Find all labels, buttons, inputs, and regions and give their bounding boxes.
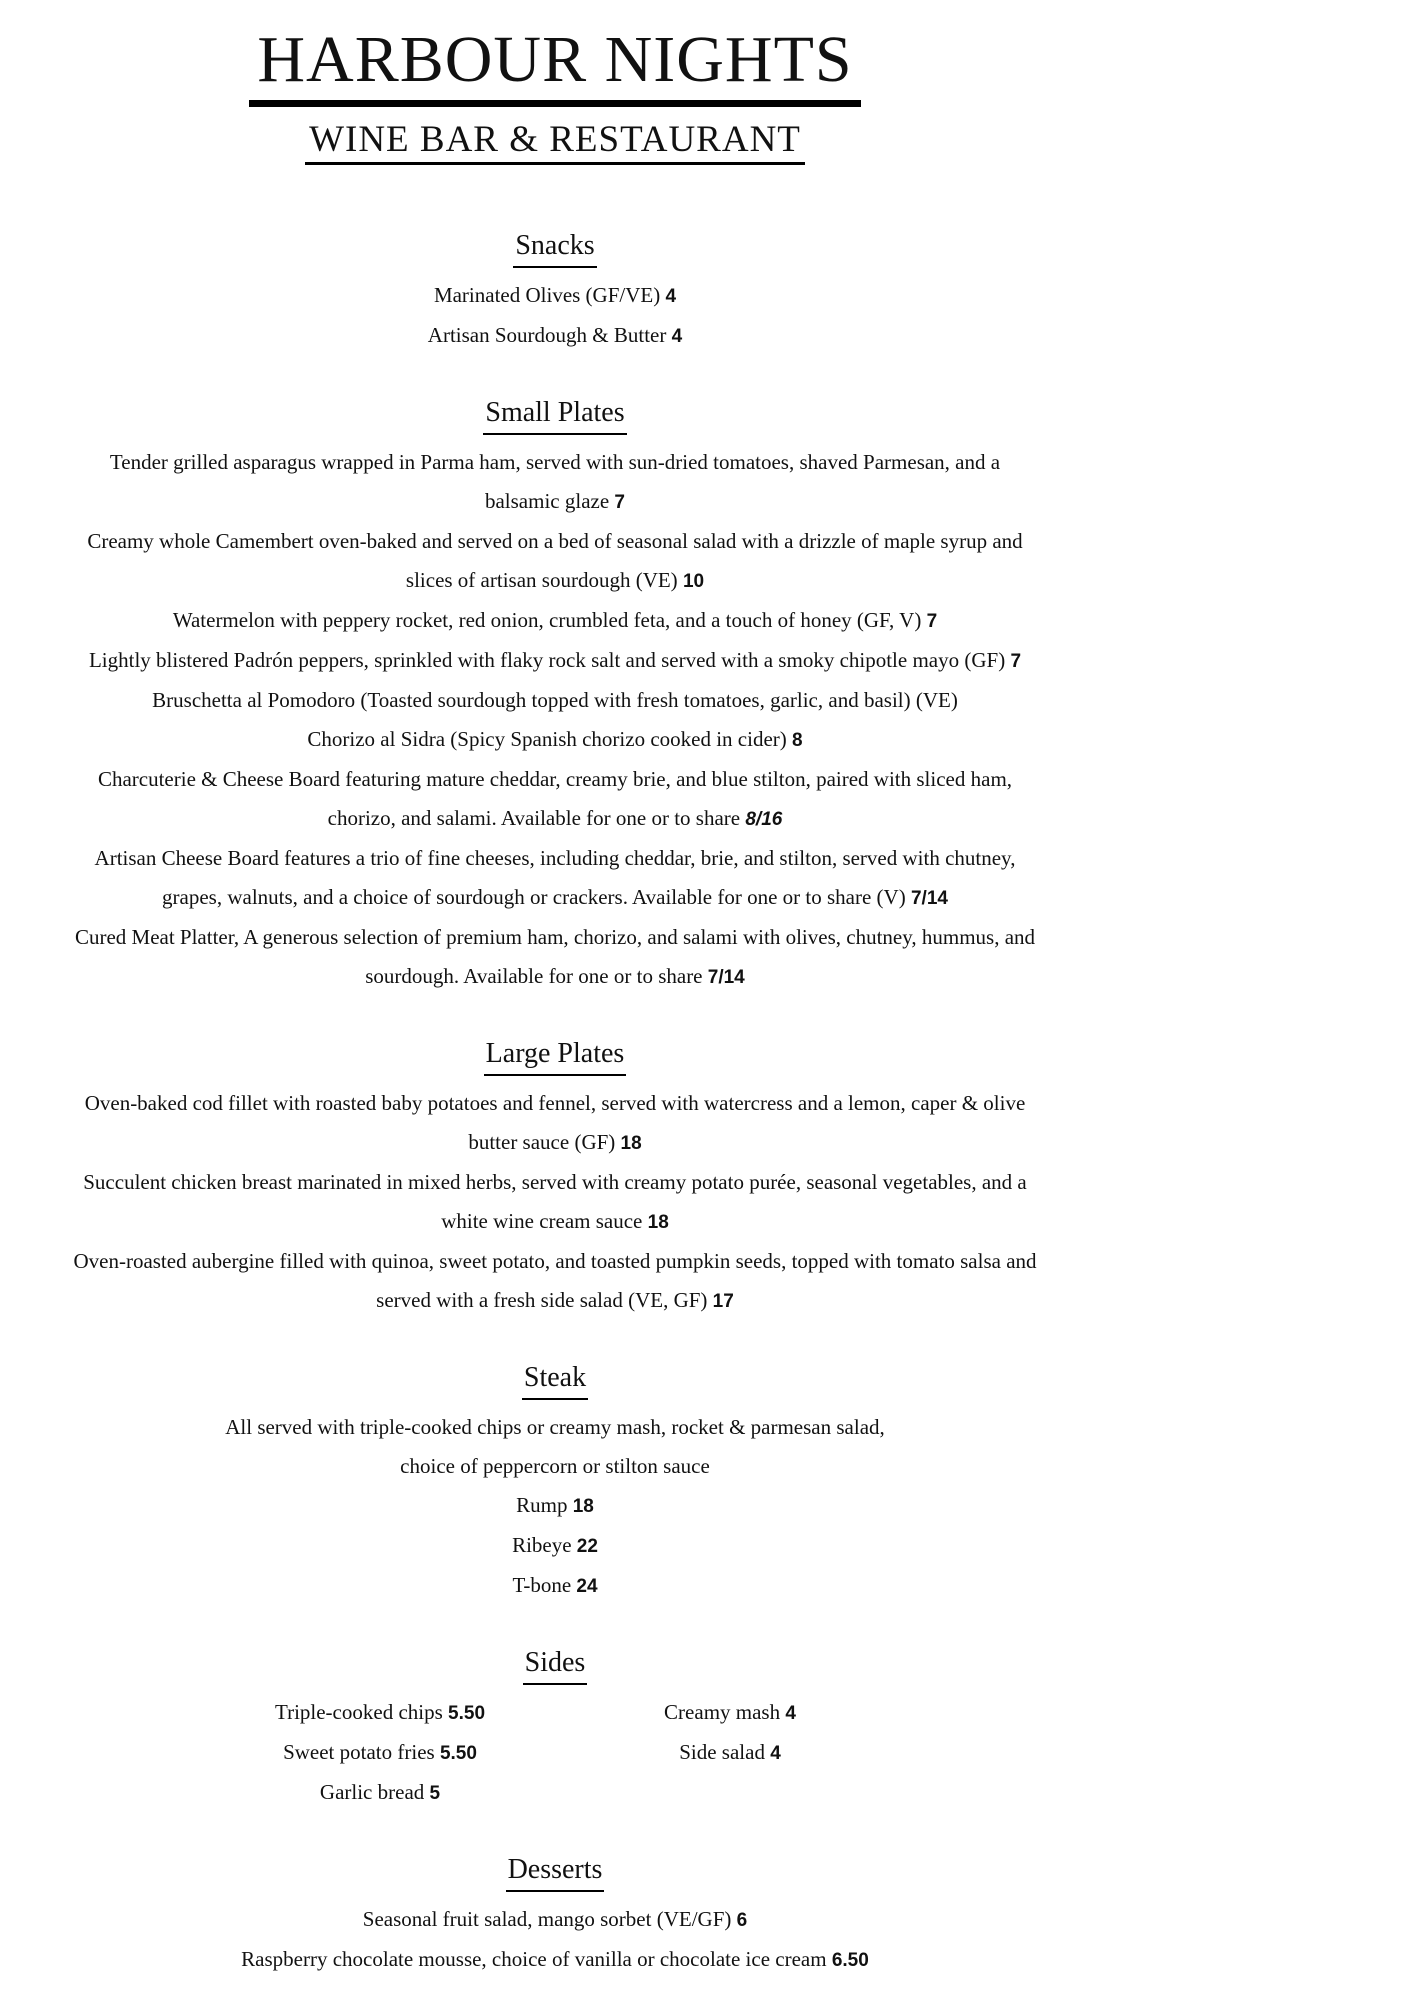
item-name: Charcuterie & Cheese Board featuring mature cheddar, creamy brie, and blue stilton, paired with sliced ham, chorizo, and salami. Available for one or to share <box>97 767 1013 831</box>
menu-item <box>555 1693 905 1733</box>
item-price: 18 <box>572 1496 594 1518</box>
section-heading-text: Sides <box>523 1646 588 1685</box>
restaurant-name-text: HARBOUR NIGHTS <box>249 24 860 107</box>
item-price: 7/14 <box>910 888 948 910</box>
menu-item <box>70 1084 1040 1163</box>
menu-header <box>70 24 1040 165</box>
menu-item <box>70 1526 1040 1566</box>
item-name: Artisan Sourdough & Butter <box>427 323 667 348</box>
restaurant-name <box>70 24 1040 107</box>
item-price: 5.50 <box>439 1743 477 1765</box>
section-small-plates <box>70 396 1040 997</box>
section-large-plates <box>70 1037 1040 1321</box>
item-name: Ribeye <box>512 1533 572 1558</box>
item-price: 7 <box>1010 651 1022 673</box>
item-name: Rump <box>516 1493 568 1518</box>
menu-item <box>205 1733 555 1773</box>
section-heading-text: Large Plates <box>484 1037 627 1076</box>
section-steak <box>70 1361 1040 1606</box>
item-name: Raspberry chocolate mousse, choice of vanilla or chocolate ice cream <box>241 1947 827 1972</box>
item-price: 5.50 <box>448 1703 486 1725</box>
item-name: T-bone <box>512 1573 572 1598</box>
section-heading-sides <box>70 1646 1040 1685</box>
section-desserts <box>70 1853 1040 1980</box>
item-name: Garlic bread <box>319 1780 425 1805</box>
item-price: 7 <box>614 492 625 514</box>
section-heading-snacks <box>70 229 1040 268</box>
item-price: 17 <box>712 1291 734 1313</box>
item-name: Oven-baked cod fillet with roasted baby potatoes and fennel, served with watercress and a lemon, caper & olive butter sauce (GF) <box>84 1091 1026 1155</box>
menu-item <box>70 641 1040 681</box>
menu-item <box>70 681 1040 720</box>
section-note-line: choice of peppercorn or stilton sauce <box>400 1454 710 1479</box>
item-price: 6.50 <box>831 1950 869 1972</box>
menu-item <box>70 720 1040 760</box>
item-name: Watermelon with peppery rocket, red onion, crumbled feta, and a touch of honey (GF, V) <box>172 608 922 633</box>
item-price: 4 <box>671 326 683 348</box>
item-name: Tender grilled asparagus wrapped in Parma ham, served with sun-dried tomatoes, shaved Parmesan, and a balsamic glaze <box>109 450 1001 514</box>
menu-item <box>70 1242 1040 1321</box>
sides-column-2 <box>555 1693 905 1813</box>
menu-item <box>70 1900 1040 1940</box>
sides-columns <box>205 1693 905 1813</box>
item-name: Succulent chicken breast marinated in mixed herbs, served with creamy potato purée, seasonal vegetables, and a white wine cream sauce <box>83 1170 1027 1234</box>
item-name: Bruschetta al Pomodoro (Toasted sourdough topped with fresh tomatoes, garlic, and basil) (VE) <box>152 688 958 713</box>
menu-item <box>70 276 1040 316</box>
item-price: 18 <box>647 1212 669 1234</box>
item-name: Seasonal fruit salad, mango sorbet (VE/GF) <box>362 1907 732 1932</box>
section-note-line: All served with triple-cooked chips or creamy mash, rocket & parmesan salad, <box>225 1415 885 1440</box>
section-heading-desserts <box>70 1853 1040 1892</box>
item-price: 22 <box>576 1536 598 1558</box>
item-name: Creamy mash <box>664 1700 781 1725</box>
menu-item <box>70 918 1040 997</box>
item-price: 24 <box>576 1576 598 1598</box>
item-name: Oven-roasted aubergine filled with quinoa, sweet potato, and toasted pumpkin seeds, topped with tomato salsa and served with a fresh side salad (VE, GF) <box>73 1249 1037 1313</box>
section-heading-text: Desserts <box>506 1853 605 1892</box>
item-price: 10 <box>682 571 705 593</box>
section-heading-text: Steak <box>522 1361 588 1400</box>
item-name: Sweet potato fries <box>283 1740 435 1765</box>
menu-sections <box>70 229 1040 1980</box>
item-price: 4 <box>665 286 677 308</box>
menu-item <box>70 522 1040 601</box>
item-name: Lightly blistered Padrón peppers, sprinkled with flaky rock salt and served with a smoky chipotle mayo (GF) <box>88 648 1006 673</box>
section-heading-steak <box>70 1361 1040 1400</box>
restaurant-tagline-text: WINE BAR & RESTAURANT <box>305 119 805 166</box>
menu-item <box>70 601 1040 641</box>
item-name: Marinated Olives (GF/VE) <box>433 283 661 308</box>
menu-item <box>70 1940 1040 1980</box>
item-name: Cured Meat Platter, A generous selection of premium ham, chorizo, and salami with olives, chutney, hummus, and sourdough. Available for one or to share <box>74 925 1036 989</box>
menu-item <box>70 1486 1040 1526</box>
item-price: 7 <box>926 611 938 633</box>
menu-item <box>70 839 1040 918</box>
item-price: 6 <box>736 1910 748 1932</box>
item-price: 5 <box>429 1783 441 1805</box>
menu-item <box>70 316 1040 356</box>
menu-item <box>205 1693 555 1733</box>
item-name: Artisan Cheese Board features a trio of fine cheeses, including cheddar, brie, and stilton, served with chutney, grapes, walnuts, and a choice of sourdough or crackers. Available for one or to share (V) <box>94 846 1016 910</box>
item-name: Side salad <box>679 1740 765 1765</box>
sides-column-1 <box>205 1693 555 1813</box>
menu-item <box>70 1163 1040 1242</box>
menu-item <box>70 760 1040 839</box>
menu-item <box>70 443 1040 522</box>
section-heading-large-plates <box>70 1037 1040 1076</box>
section-sides <box>70 1646 1040 1813</box>
item-name: Triple-cooked chips <box>274 1700 443 1725</box>
section-heading-small-plates <box>70 396 1040 435</box>
item-name: Chorizo al Sidra (Spicy Spanish chorizo cooked in cider) <box>307 727 787 752</box>
section-heading-text: Snacks <box>513 229 596 268</box>
menu-content <box>70 0 1040 1980</box>
item-price: 7/14 <box>707 967 745 989</box>
item-price: 8 <box>792 730 803 752</box>
item-price: 4 <box>770 1743 781 1765</box>
item-price: 8/16 <box>745 809 783 831</box>
section-heading-text: Small Plates <box>483 396 626 435</box>
menu-item <box>205 1773 555 1813</box>
section-snacks <box>70 229 1040 356</box>
menu-item <box>555 1733 905 1773</box>
item-price: 18 <box>620 1133 642 1155</box>
menu-item <box>70 1566 1040 1606</box>
item-price: 4 <box>785 1703 796 1725</box>
restaurant-tagline <box>70 119 1040 166</box>
item-name: Creamy whole Camembert oven-baked and served on a bed of seasonal salad with a drizzle of maple syrup and slices of artisan sourdough (VE) <box>87 529 1023 593</box>
